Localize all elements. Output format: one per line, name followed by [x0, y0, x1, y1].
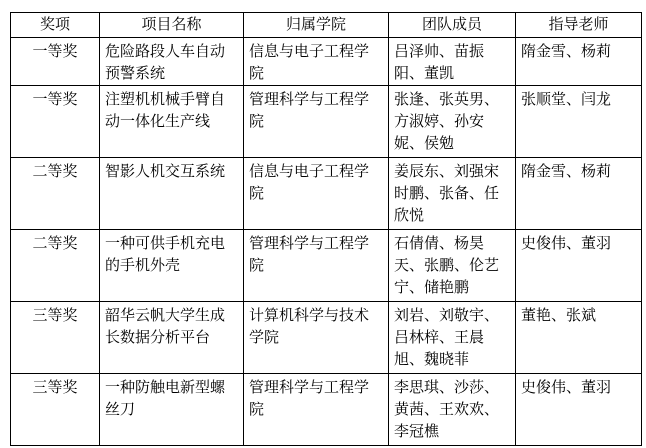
advisors-cell: 史俊伟、董羽: [516, 230, 642, 302]
header-award: 奖项: [11, 13, 100, 38]
project-name-cell: 一种防触电新型螺丝刀: [100, 374, 244, 446]
members-cell: 李思琪、沙莎、黄茜、王欢欢、李冠樵: [389, 374, 516, 446]
college-cell: 管理科学与工程学院: [244, 86, 389, 158]
header-team-members: 团队成员: [389, 13, 516, 38]
header-project-name: 项目名称: [100, 13, 244, 38]
advisors-cell: 张顺堂、闫龙: [516, 86, 642, 158]
project-name-cell: 一种可供手机充电的手机外壳: [100, 230, 244, 302]
award-cell: 一等奖: [11, 38, 100, 86]
table-row: [11, 158, 642, 230]
advisors-cell: 董艳、张斌: [516, 302, 642, 374]
table-row: [11, 86, 642, 158]
header-college: 归属学院: [244, 13, 389, 38]
college-cell: 管理科学与工程学院: [244, 230, 389, 302]
members-cell: 姜辰东、刘强宋时鹏、张备、任欣悦: [389, 158, 516, 230]
advisors-cell: 隋金雪、杨莉: [516, 158, 642, 230]
project-name-cell: 注塑机机械手臂自动一体化生产线: [100, 86, 244, 158]
members-cell: 石倩倩、杨昊天、张鹏、伦艺宁、储艳鹏: [389, 230, 516, 302]
award-cell: 二等奖: [11, 158, 100, 230]
college-cell: 计算机科学与技术学院: [244, 302, 389, 374]
award-cell: 一等奖: [11, 86, 100, 158]
award-cell: 二等奖: [11, 230, 100, 302]
advisors-cell: 隋金雪、杨莉: [516, 38, 642, 86]
table-row: [11, 302, 642, 374]
award-cell: 三等奖: [11, 302, 100, 374]
table-header-row: [11, 13, 642, 38]
members-cell: 吕泽帅、苗振阳、董凯: [389, 38, 516, 86]
award-cell: 三等奖: [11, 374, 100, 446]
table-row: [11, 230, 642, 302]
project-name-cell: 智影人机交互系统: [100, 158, 244, 230]
project-name-cell: 韶华云帆大学生成长数据分析平台: [100, 302, 244, 374]
table-row: [11, 374, 642, 446]
project-name-cell: 危险路段人车自动预警系统: [100, 38, 244, 86]
awards-table: [10, 12, 642, 446]
college-cell: 信息与电子工程学院: [244, 38, 389, 86]
college-cell: 管理科学与工程学院: [244, 374, 389, 446]
members-cell: 张逢、张英男、方淑婷、孙安妮、侯勉: [389, 86, 516, 158]
college-cell: 信息与电子工程学院: [244, 158, 389, 230]
header-advisors: 指导老师: [516, 13, 642, 38]
table-row: [11, 38, 642, 86]
advisors-cell: 史俊伟、董羽: [516, 374, 642, 446]
members-cell: 刘岩、刘敬宇、吕林梓、王晨旭、魏晓菲: [389, 302, 516, 374]
